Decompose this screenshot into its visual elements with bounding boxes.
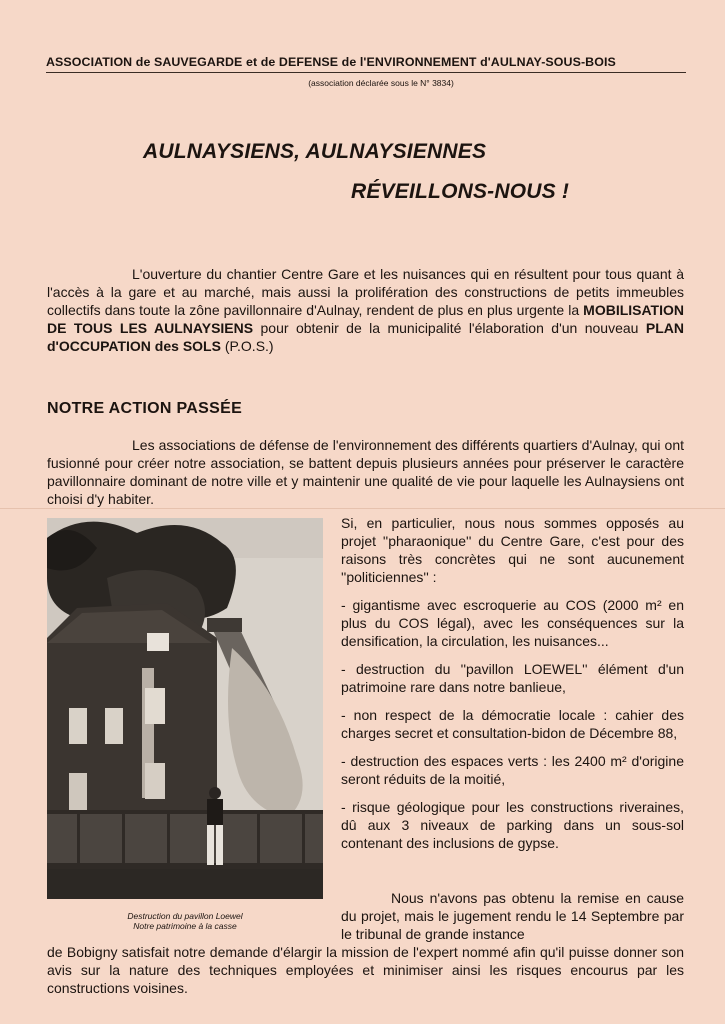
objection-item: - destruction du ''pavillon LOEWEL'' élément d'un patrimoine rare dans notre banlieue, — [341, 661, 684, 695]
header-divider — [46, 72, 686, 73]
headline-line-1: AULNAYSIENS, AULNAYSIENNES — [143, 140, 487, 163]
intro-text-3: (P.O.S.) — [220, 338, 274, 354]
intro-bold-mobilisation: MOBILISATION DE TOUS LES AULNAYSIENS — [47, 302, 684, 336]
intro-text-2: pour obtenir de la municipalité l'élaboration d'un nouveau — [253, 320, 646, 336]
demolition-photo — [47, 518, 323, 899]
objections-column — [341, 514, 684, 862]
headline-line-2: RÉVEILLONS-NOUS ! — [351, 180, 570, 203]
intro-text-1: L'ouverture du chantier Centre Gare et les nuisances qui en résultent pour tous quant à l'accès à la gare et au marché, mais aussi la prolifération des constructions de petits immeubles collectifs dans toute la zône pavillonnaire d'Aulnay, rendent de plus en plus urgente la — [47, 266, 684, 318]
photo-caption — [47, 911, 323, 931]
association-registration: (association déclarée sous le N° 3834) — [308, 78, 454, 88]
section-paragraph: Les associations de défense de l'environnement des différents quartiers d'Aulnay, qui ont fusionné pour créer notre association, se battent depuis plusieurs années pour préserver le caractère pavillonnaire dominant de notre ville et y maintenir une qualité de vie pour laquelle les Aulnaysiens ont choisi d'y habiter. — [47, 437, 684, 507]
association-header — [46, 55, 686, 88]
objection-item: - gigantisme avec escroquerie au COS (2000 m² en plus du COS légal), avec les conséquences sur la densification, la circulation, les nuisances... — [341, 597, 684, 649]
closing-paragraph-part-2: de Bobigny satisfait notre demande d'élargir la mission de l'expert nommé afin qu'il puisse donner son avis sur la nature des techniques employées et minimiser ainsi les risques encourus par les constructions voisines. — [47, 944, 684, 996]
intro-paragraph — [47, 265, 684, 355]
section-title: NOTRE ACTION PASSÉE — [47, 400, 243, 417]
paper-fold-line — [0, 508, 725, 509]
closing-paragraph-part-1: Nous n'avons pas obtenu la remise en cause du projet, mais le jugement rendu le 14 Septembre par le tribunal de grande instance — [341, 890, 684, 942]
objection-item: - risque géologique pour les constructions riveraines, dû aux 3 niveaux de parking dans un sous-sol contenant des inclusions de gypse. — [341, 799, 684, 851]
association-name: ASSOCIATION de SAUVEGARDE et de DEFENSE de l'ENVIRONNEMENT d'AULNAY-SOUS-BOIS — [46, 55, 616, 69]
intro-bold-pos: PLAN d'OCCUPATION des SOLS — [47, 320, 684, 354]
photo-caption-line-1: Destruction du pavillon Loewel — [127, 911, 243, 921]
objection-item: - non respect de la démocratie locale : cahier des charges secret et consultation-bidon de Décembre 88, — [341, 707, 684, 741]
photo-caption-line-2: Notre patrimoine à la casse — [133, 921, 237, 931]
demolition-photo-image — [47, 518, 323, 899]
objections-intro: Si, en particulier, nous nous sommes opposés au projet ''pharaonique'' du Centre Gare, c'est pour des raisons très concrètes qui ne sont aucunement ''politiciennes'' : — [341, 515, 684, 585]
objection-item: - destruction des espaces verts : les 2400 m² d'origine seront réduits de la moitié, — [341, 753, 684, 787]
